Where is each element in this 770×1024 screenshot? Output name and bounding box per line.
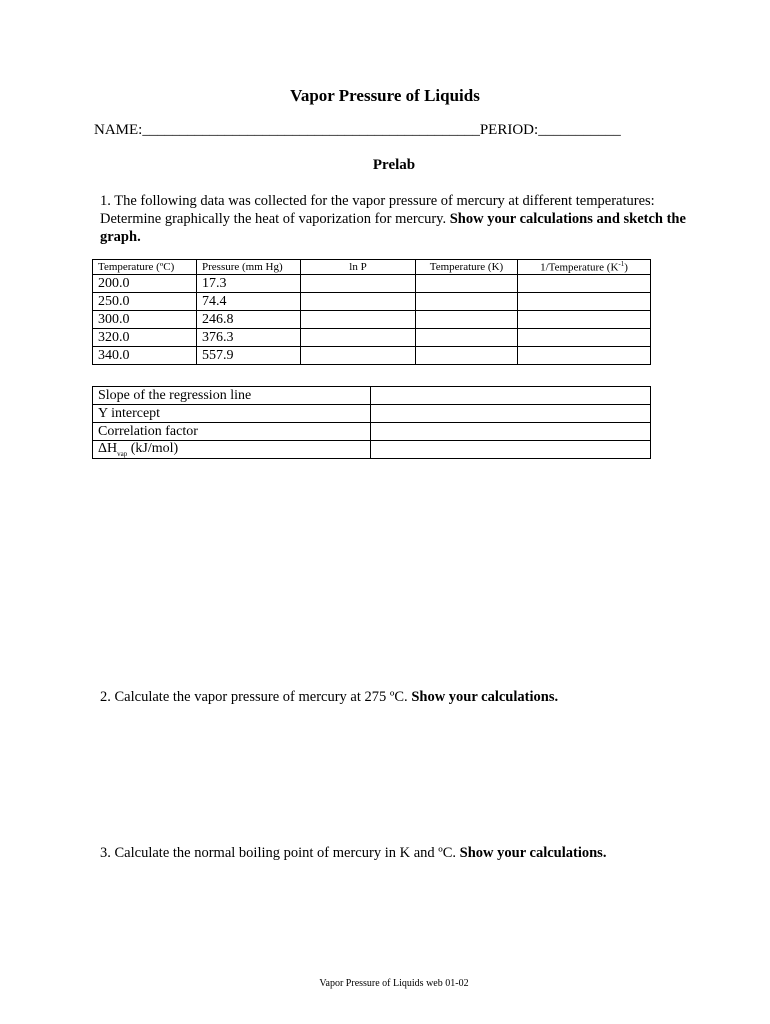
- header-inverse-temperature-exp: -1: [618, 260, 625, 269]
- question-2-text: 2. Calculate the vapor pressure of mercury at 275 ºC.: [100, 689, 408, 705]
- label-slope: Slope of the regression line: [93, 387, 371, 405]
- cell-inverse-temperature[interactable]: [518, 329, 651, 347]
- cell-ln-p[interactable]: [301, 347, 416, 365]
- page-footer: Vapor Pressure of Liquids web 01-02: [319, 978, 469, 989]
- value-correlation[interactable]: [371, 423, 651, 441]
- cell-temperature-k[interactable]: [416, 347, 518, 365]
- cell-temperature: 340.0: [93, 347, 197, 365]
- header-inverse-temperature: [518, 260, 651, 275]
- cell-pressure: 557.9: [197, 347, 301, 365]
- cell-temperature: 250.0: [93, 293, 197, 311]
- question-1: [100, 192, 700, 246]
- header-inverse-temperature-close: ): [624, 261, 628, 274]
- table-row: [93, 405, 651, 423]
- delta-h-symbol: ΔH: [98, 441, 118, 457]
- label-intercept: Y intercept: [93, 405, 371, 423]
- name-label: NAME:: [94, 122, 143, 138]
- cell-temperature: 200.0: [93, 275, 197, 293]
- cell-inverse-temperature[interactable]: [518, 347, 651, 365]
- page-title: Vapor Pressure of Liquids: [290, 86, 480, 105]
- value-slope[interactable]: [371, 387, 651, 405]
- cell-inverse-temperature[interactable]: [518, 293, 651, 311]
- question-3-instruction: Show your calculations.: [459, 845, 607, 861]
- question-1-text: 1. The following data was collected for the vapor pressure of mercury at different temperatures: Determine graphically the heat of vaporization for mercury.: [100, 193, 655, 227]
- table-row: [93, 275, 651, 293]
- value-intercept[interactable]: [371, 405, 651, 423]
- cell-pressure: 17.3: [197, 275, 301, 293]
- delta-h-units: (kJ/mol): [127, 441, 179, 457]
- value-delta-h[interactable]: [371, 441, 651, 459]
- table-row: [93, 293, 651, 311]
- question-2: [100, 688, 700, 706]
- cell-inverse-temperature[interactable]: [518, 275, 651, 293]
- label-delta-h: [93, 441, 371, 459]
- table-row: [93, 441, 651, 459]
- table-header-row: [93, 260, 651, 275]
- header-temperature-c: Temperature (ºC): [93, 260, 197, 275]
- section-heading: Prelab: [372, 157, 416, 173]
- results-table: [92, 386, 651, 459]
- question-3: [100, 844, 700, 862]
- delta-h-subscript: vap: [117, 449, 128, 458]
- cell-temperature: 300.0: [93, 311, 197, 329]
- cell-ln-p[interactable]: [301, 311, 416, 329]
- table-row: [93, 347, 651, 365]
- cell-temperature-k[interactable]: [416, 329, 518, 347]
- question-1-instruction: Show your calculations and sketch the graph.: [100, 211, 686, 245]
- header-ln-p: ln P: [301, 260, 416, 275]
- data-table: [92, 259, 651, 365]
- period-label: PERIOD:: [479, 122, 539, 138]
- cell-ln-p[interactable]: [301, 293, 416, 311]
- table-row: [93, 387, 651, 405]
- table-row: [93, 329, 651, 347]
- cell-temperature-k[interactable]: [416, 293, 518, 311]
- name-blank: _____________________________________________: [142, 122, 480, 138]
- question-2-instruction: Show your calculations.: [411, 689, 559, 705]
- header-temperature-k: Temperature (K): [416, 260, 518, 275]
- cell-pressure: 74.4: [197, 293, 301, 311]
- header-inverse-temperature-text: 1/Temperature (K: [540, 261, 619, 274]
- table-row: [93, 311, 651, 329]
- cell-ln-p[interactable]: [301, 329, 416, 347]
- question-3-text: 3. Calculate the normal boiling point of mercury in K and ºC.: [100, 845, 457, 861]
- cell-pressure: 246.8: [197, 311, 301, 329]
- cell-temperature-k[interactable]: [416, 311, 518, 329]
- period-blank: ___________: [538, 122, 621, 138]
- header-pressure: Pressure (mm Hg): [197, 260, 301, 275]
- cell-temperature: 320.0: [93, 329, 197, 347]
- cell-pressure: 376.3: [197, 329, 301, 347]
- cell-temperature-k[interactable]: [416, 275, 518, 293]
- cell-ln-p[interactable]: [301, 275, 416, 293]
- name-period-line: [94, 122, 621, 139]
- cell-inverse-temperature[interactable]: [518, 311, 651, 329]
- label-correlation: Correlation factor: [93, 423, 371, 441]
- table-row: [93, 423, 651, 441]
